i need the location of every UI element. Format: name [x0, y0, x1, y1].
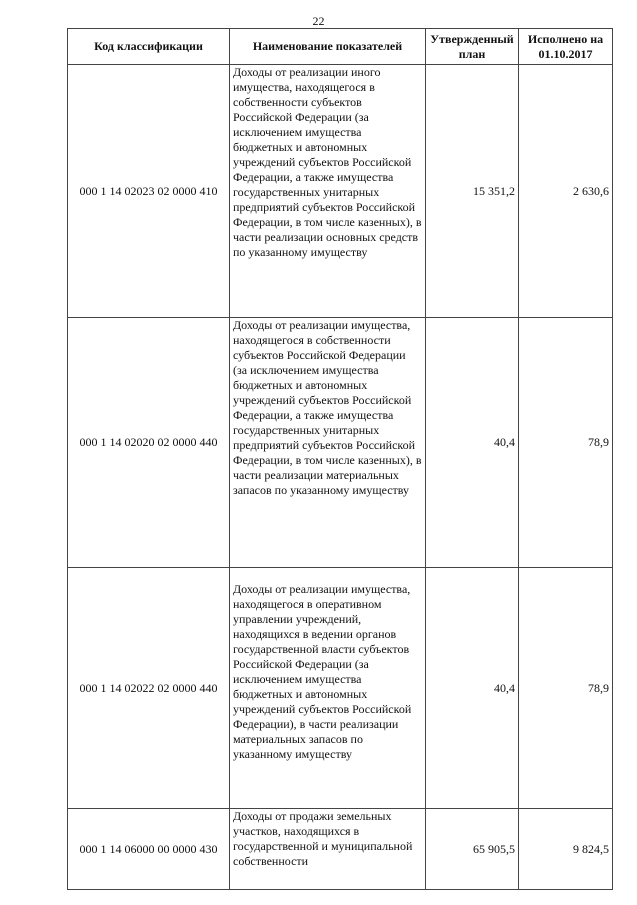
row-executed: 9 824,5 [519, 809, 613, 890]
row-code: 000 1 14 06000 00 0000 430 [68, 809, 230, 890]
row-executed: 78,9 [519, 568, 613, 809]
header-code: Код классификации [68, 29, 230, 65]
row-name: Доходы от реализации имущества, находящегося в собственности субъектов Российской Федерации (за исключением имущества бюджетных и автономных учреждений субъектов Российской Федерации, а также имущества государственных унитарных предприятий субъектов Российской Федерации, в том числе казенных), в части реализации материальных запасов по указанному имуществу [230, 318, 426, 568]
row-code: 000 1 14 02022 02 0000 440 [68, 568, 230, 809]
row-code: 000 1 14 02023 02 0000 410 [68, 65, 230, 318]
row-executed: 78,9 [519, 318, 613, 568]
table-row [68, 318, 613, 568]
row-plan: 40,4 [426, 568, 519, 809]
header-executed: Исполнено на 01.10.2017 [519, 29, 613, 65]
table-row [68, 568, 613, 809]
row-executed: 2 630,6 [519, 65, 613, 318]
row-plan: 65 905,5 [426, 809, 519, 890]
row-plan: 15 351,2 [426, 65, 519, 318]
budget-table [67, 28, 613, 890]
page-number: 22 [312, 14, 325, 28]
row-name: Доходы от продажи земельных участков, находящихся в государственной и муниципальной собственности [230, 809, 426, 890]
header-name: Наименование показателей [230, 29, 426, 65]
table-row [68, 809, 613, 890]
row-name: Доходы от реализации имущества, находящегося в оперативном управлении учреждений, находящихся в ведении органов государственной власти субъектов Российской Федерации (за исключением имущества бюджетных и автономных учреждений субъектов Российской Федерации), в части реализации материальных запасов по указанному имуществу [230, 568, 426, 809]
row-plan: 40,4 [426, 318, 519, 568]
row-code: 000 1 14 02020 02 0000 440 [68, 318, 230, 568]
header-plan: Утвержденный план [426, 29, 519, 65]
table-header-row [68, 29, 613, 65]
table-row [68, 65, 613, 318]
row-name: Доходы от реализации иного имущества, находящегося в собственности субъектов Российской Федерации (за исключением имущества бюджетных и автономных учреждений субъектов Российской Федерации, а также имущества государственных унитарных предприятий субъектов Российской Федерации, в том числе казенных), в части реализации основных средств по указанному имуществу [230, 65, 426, 318]
